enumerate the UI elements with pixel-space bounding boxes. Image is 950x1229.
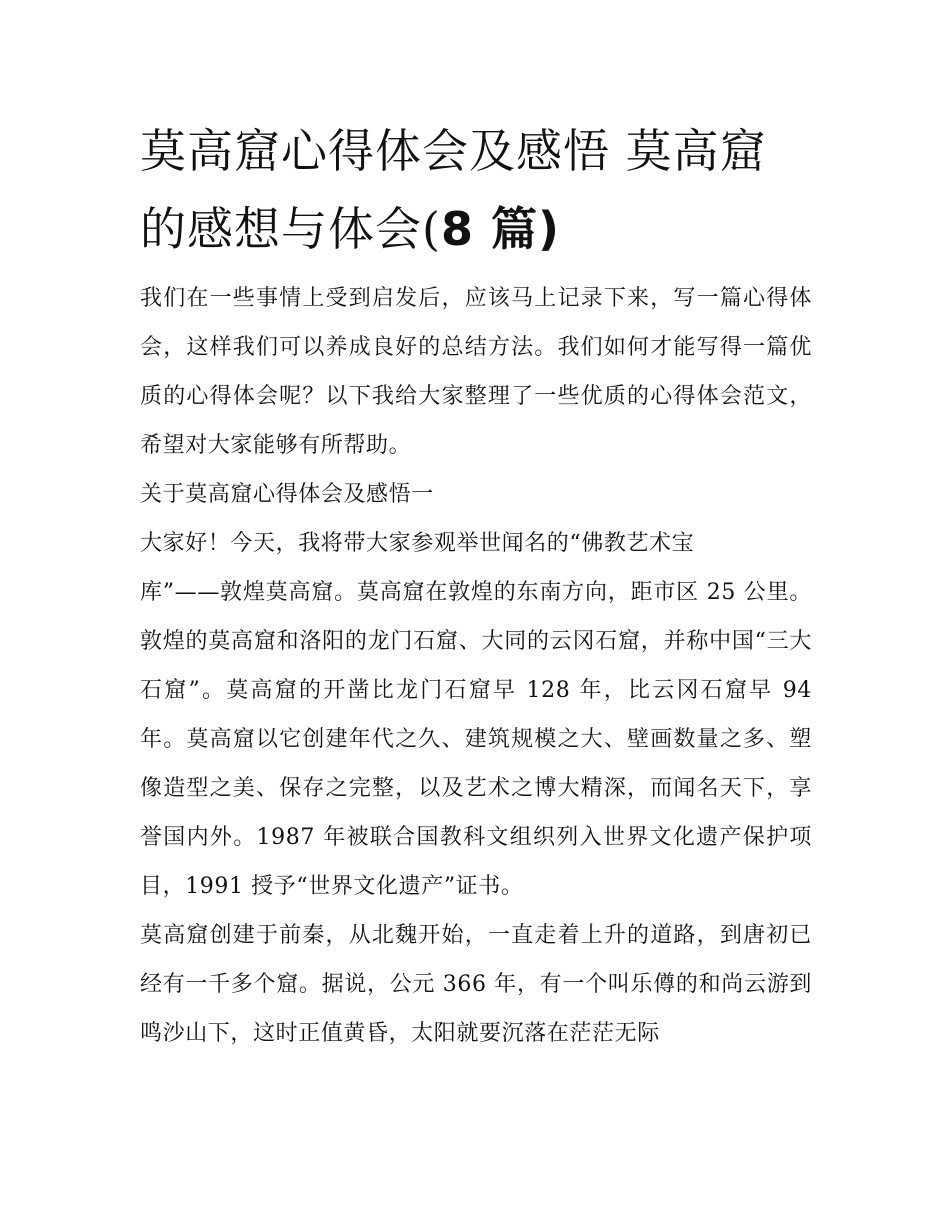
intro-paragraph: 我们在一些事情上受到启发后，应该马上记录下来，写一篇心得体会，这样我们可以养成良好的总结方法。我们如何才能写得一篇优质的心得体会呢？以下我给大家整理了一些优质的心得体会范文，希望对大家能够有所帮助。 — [140, 286, 812, 458]
document-title — [140, 112, 812, 268]
document-page — [140, 112, 812, 1058]
document-title-text: 莫高窟心得体会及感悟 莫高窟的感想与体会( — [140, 124, 767, 256]
body-paragraph-1-line-1: 大家好！今天，我将带大家参观举世闻名的“佛教艺术宝 — [140, 531, 695, 556]
body-paragraph-2: 莫高窟创建于前秦，从北魏开始，一直走着上升的道路，到唐初已经有一千多个窟。据说，公元 366 年，有一个叫乐僔的和尚云游到鸣沙山下，这时正值黄昏，太阳就要沉落在茫茫无际 — [140, 923, 812, 1046]
body-paragraph-1: 库”——敦煌莫高窟。莫高窟在敦煌的东南方向，距市区 25 公里。敦煌的莫高窟和洛阳的龙门石窟、大同的云冈石窟，并称中国“三大石窟”。莫高窟的开凿比龙门石窟早 128 年，比云冈石窟早 94 年。莫高窟以它创建年代之久、建筑规模之大、壁画数量之多、塑像造型之美、保存之完整，以及艺术之博大精深，而闻名天下，享誉国内外。1987 年被联合国教科文组织列入世界文化遗产保护项目，1991 授予“世界文化遗产”证书。 — [140, 580, 812, 899]
document-title-count: 8 篇) — [440, 202, 560, 256]
section-heading: 关于莫高窟心得体会及感悟一 — [140, 482, 434, 507]
